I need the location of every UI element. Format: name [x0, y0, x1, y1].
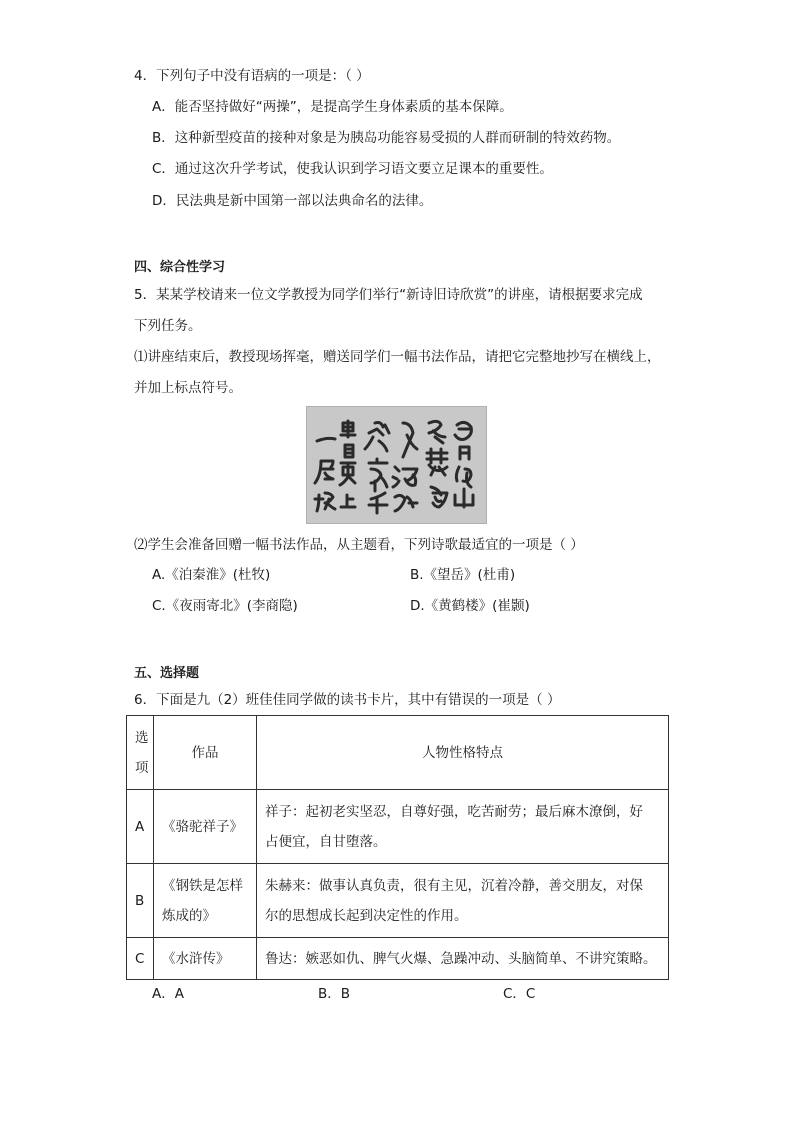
row-b-trait [257, 864, 669, 938]
row-c-work: 《水浒传》 [154, 938, 257, 980]
q5-stem-line2: 下列任务。 [134, 318, 202, 334]
row-a-trait-line2: 占便宜，自甘堕落。 [265, 833, 387, 850]
row-a-trait [257, 790, 669, 864]
header-work-label: 作品 [191, 744, 219, 761]
header-trait-cell [257, 716, 669, 790]
section5-heading: 五、选择题 [134, 666, 200, 681]
header-option-label: 选项 [135, 729, 149, 776]
row-b-work-line2: 炼成的》 [162, 907, 216, 924]
table-row [127, 790, 669, 864]
row-b-work [154, 864, 257, 938]
q4-stem: 4．下列句子中没有语病的一项是：（ ） [134, 68, 370, 84]
row-c-trait-line1: 鲁达：嫉恶如仇、脾气火爆、急躁冲动、头脑简单、不讲究策略。 [265, 950, 657, 967]
q5-sub2-option-d: D.《黄鹤楼》(崔颢) [410, 598, 530, 614]
q5-stem-line1: 5．某某学校请来一位文学教授为同学们举行“新诗旧诗欣赏”的讲座，请根据要求完成 [134, 287, 643, 303]
header-option-cell [127, 716, 154, 790]
row-b-trait-line2: 尔的思想成长起到决定性的作用。 [265, 907, 468, 924]
q6-answer-a: A．A [152, 986, 184, 1002]
section4-heading: 四、综合性学习 [134, 260, 226, 275]
q5-sub1-line2: 并加上标点符号。 [134, 380, 242, 396]
row-b-work-line1: 《钢铁是怎样 [162, 877, 243, 894]
table-row [127, 938, 669, 980]
header-trait-label: 人物性格特点 [422, 744, 503, 761]
row-a-option: A [127, 790, 154, 864]
q5-sub2-option-a: A.《泊秦淮》(杜牧) [152, 567, 271, 583]
q5-sub2-stem: ⑵学生会准备回赠一幅书法作品，从主题看，下列诗歌最适宜的一项是（ ） [134, 537, 584, 553]
calligraphy-image [306, 406, 487, 524]
row-b-option: B [127, 864, 154, 938]
q6-answer-c: C．C [503, 986, 536, 1002]
row-a-trait-line1: 祥子：起初老实坚忍，自尊好强，吃苦耐劳；最后麻木潦倒，好 [265, 803, 643, 820]
q4-option-a: A．能否坚持做好“两操”，是提高学生身体素质的基本保障。 [152, 99, 513, 115]
q5-sub2-option-c: C.《夜雨寄北》(李商隐) [152, 598, 298, 614]
q6-answer-b: B．B [318, 986, 351, 1002]
table-header-row [127, 716, 669, 790]
q4-option-d: D．民法典是新中国第一部以法典命名的法律。 [152, 193, 433, 209]
table-row [127, 864, 669, 938]
q4-option-c: C．通过这次升学考试，使我认识到学习语文要立足课本的重要性。 [152, 161, 553, 177]
row-c-option: C [127, 938, 154, 980]
q4-option-b: B．这种新型疫苗的接种对象是为胰岛功能容易受损的人群而研制的特效药物。 [152, 130, 621, 146]
reading-card-table [126, 715, 669, 980]
header-work-cell [154, 716, 257, 790]
row-b-trait-line1: 朱赫来：做事认真负责，很有主见，沉着冷静，善交朋友，对保 [265, 877, 643, 894]
row-a-work: 《骆驼祥子》 [154, 790, 257, 864]
q5-sub1-line1: ⑴讲座结束后，教授现场挥毫，赠送同学们一幅书法作品，请把它完整地抄写在横线上， [134, 349, 661, 365]
q6-stem: 6．下面是九（2）班佳佳同学做的读书卡片，其中有错误的一项是（ ） [134, 692, 561, 708]
q5-sub2-option-b: B.《望岳》(杜甫) [410, 567, 516, 583]
row-c-trait [257, 938, 669, 980]
